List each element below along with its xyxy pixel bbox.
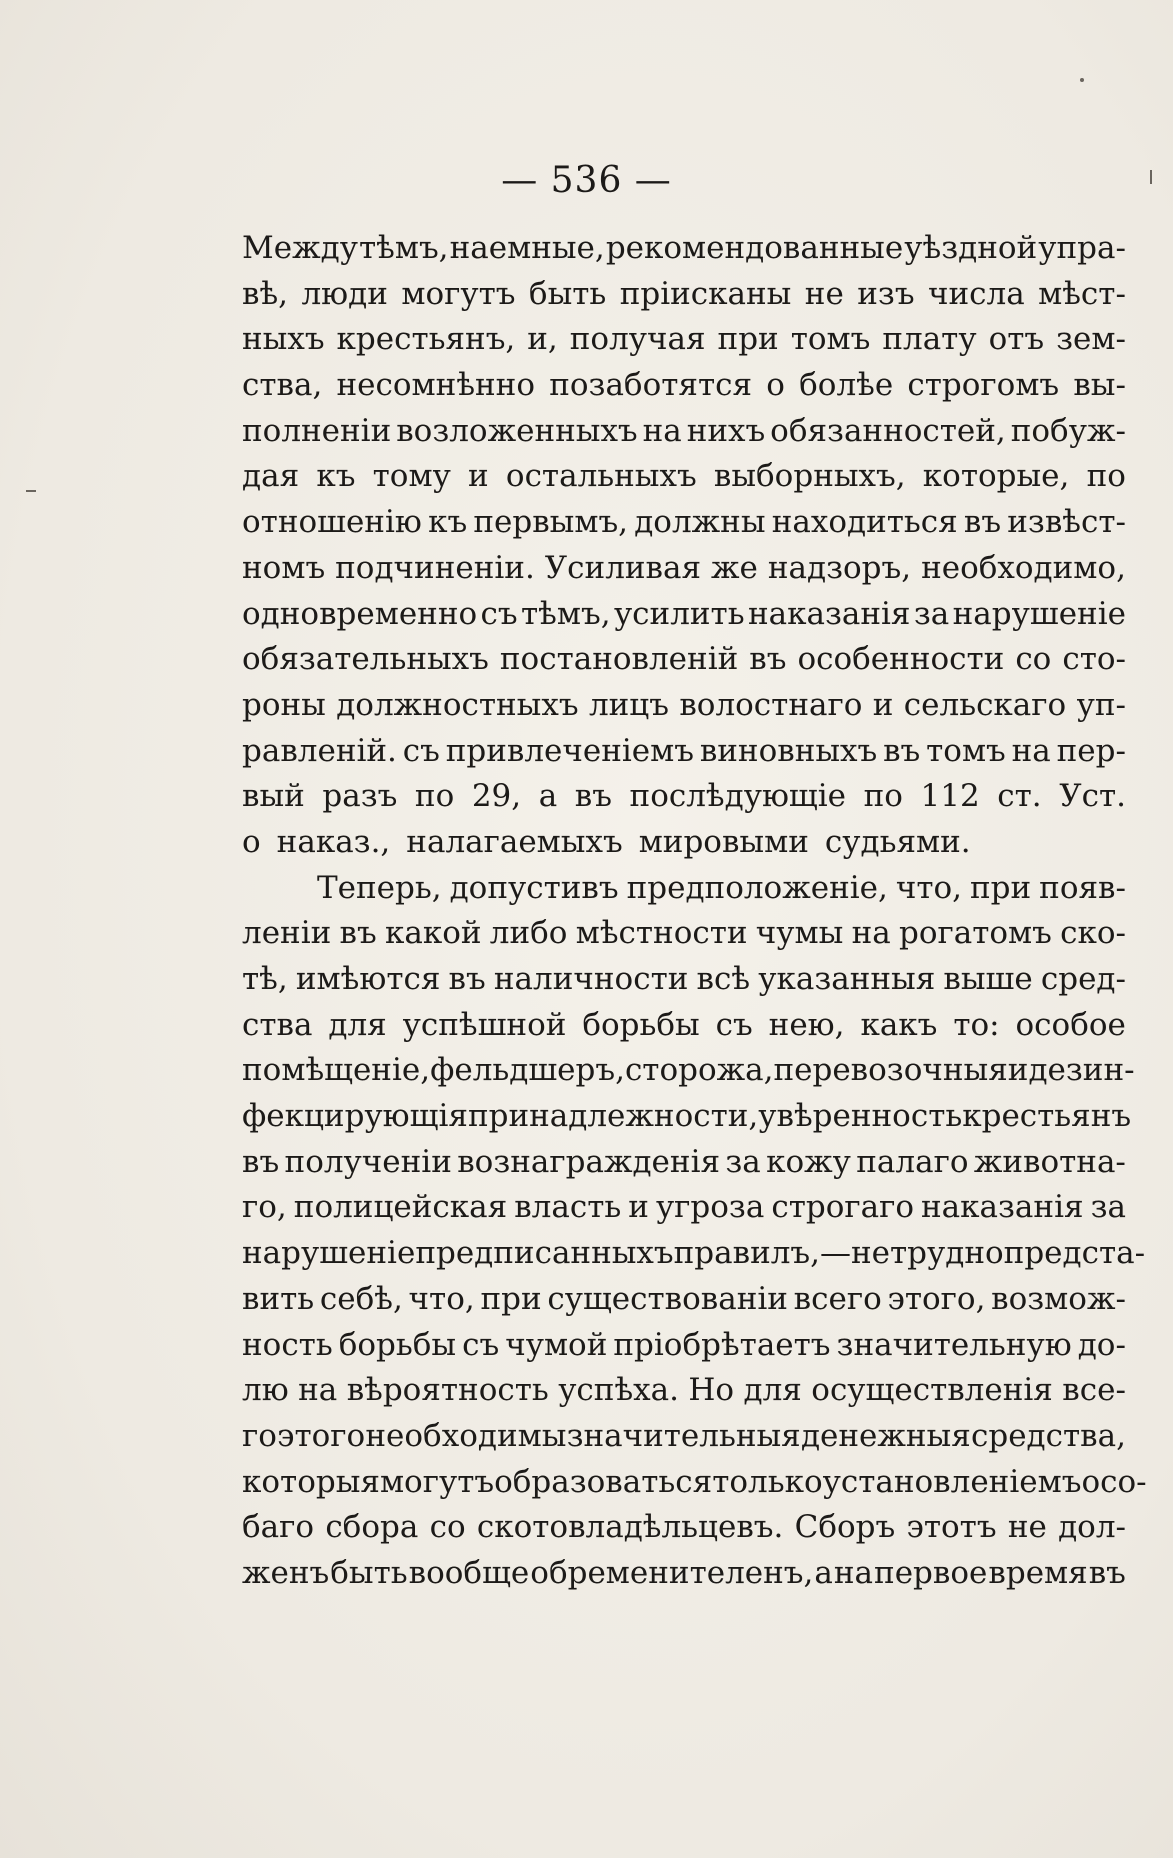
margin-dot-mark: [1080, 78, 1084, 82]
text-line: го этого необходимы значительныя денежныя средства,: [242, 1417, 1126, 1454]
text-line: о наказ., налагаемыхъ мировыми судьями.: [242, 823, 971, 860]
text-line: Между тѣмъ, наемные, рекомендованные уѣздной упра-: [242, 230, 1126, 266]
text-line: леніи въ какой либо мѣстности чумы на рогатомъ ско-: [242, 915, 1126, 952]
text-line: въ полученіи вознагражденія за кожу палаго животна-: [242, 1143, 1126, 1180]
text-line: одновременно съ тѣмъ, усилить наказанія за нарушеніе: [242, 595, 1126, 632]
text-line: номъ подчиненіи. Усиливая же надзоръ, необходимо,: [242, 549, 1126, 586]
text-line: вѣ, люди могутъ быть пріисканы не изъ числа мѣст-: [242, 275, 1126, 312]
text-line: ства для успѣшной борьбы съ нею, какъ то: особое: [242, 1006, 1126, 1043]
text-line: полненіи возложенныхъ на нихъ обязанностей, побуж-: [242, 412, 1126, 449]
text-line: отношенію къ первымъ, должны находиться въ извѣст-: [242, 504, 1126, 541]
text-line: лю на вѣроятность успѣха. Но для осуществленія все-: [242, 1372, 1126, 1409]
text-line: вый разъ по 29, а въ послѣдующіе по 112 ст. Уст.: [242, 778, 1126, 815]
body-text: [242, 226, 1147, 1597]
margin-dash-mark: [26, 490, 36, 492]
margin-edge-mark: [1150, 170, 1152, 184]
text-line: фекцирующія принадлежности, увѣренность крестьянъ: [242, 1098, 1132, 1135]
text-line: помѣщеніе, фельдшеръ, сторожа, перевозочныя и дезин-: [242, 1052, 1135, 1089]
text-line: женъ быть вообще обременителенъ, а на первое время въ: [242, 1554, 1126, 1591]
text-line: баго сбора со скотовладѣльцевъ. Сборъ этотъ не дол-: [242, 1509, 1126, 1546]
text-line: обязательныхъ постановленій въ особенности со сто-: [242, 641, 1126, 678]
text-line: Теперь, допустивъ предположеніе, что, при появ-: [317, 869, 1126, 906]
page-number: — 536 —: [501, 160, 672, 201]
text-line: го, полицейская власть и угроза строгаго наказанія за: [242, 1189, 1126, 1226]
text-line: тѣ, имѣются въ наличности всѣ указанныя выше сред-: [242, 961, 1126, 997]
text-line: ныхъ крестьянъ, и, получая при томъ плату отъ зем-: [242, 321, 1126, 358]
text-line: ность борьбы съ чумой пріобрѣтаетъ значительную до-: [242, 1326, 1126, 1363]
text-line: нарушеніе предписанныхъ правилъ,—нетрудно предста-: [242, 1235, 1146, 1272]
text-line: ства, несомнѣнно позаботятся о болѣе строгомъ вы-: [242, 367, 1126, 404]
text-line: вить себѣ, что, при существованіи всего этого, возмож-: [242, 1280, 1126, 1317]
text-line: равленій. съ привлеченіемъ виновныхъ въ томъ на пер-: [242, 732, 1126, 769]
text-line: которыя могутъ образоваться только установленіемъ осо-: [242, 1463, 1147, 1500]
text-line: дая къ тому и остальныхъ выборныхъ, которые, по: [242, 458, 1126, 495]
text-line: роны должностныхъ лицъ волостнаго и сельскаго уп-: [242, 686, 1126, 723]
